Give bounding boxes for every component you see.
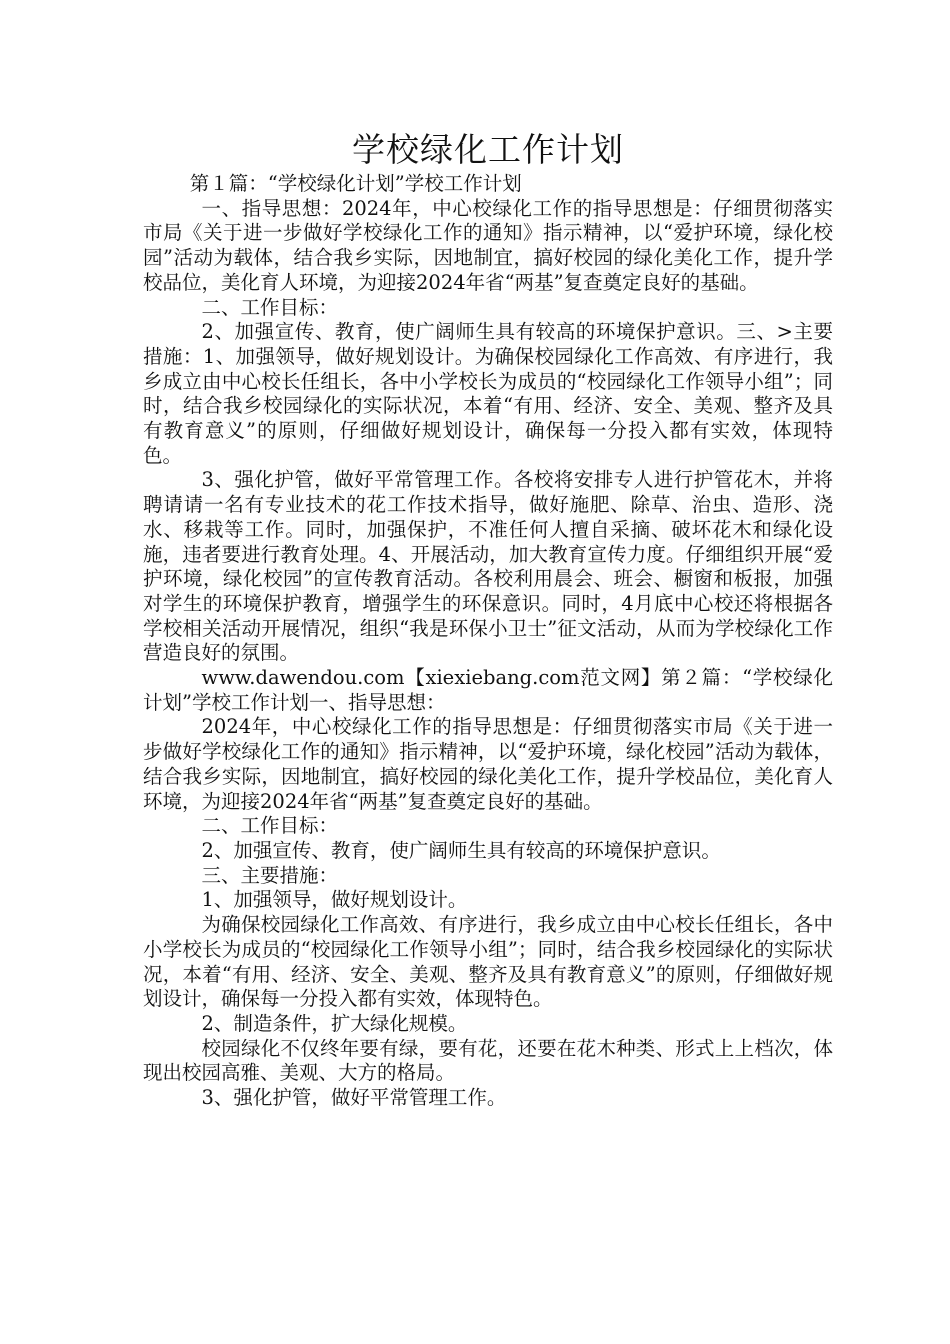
document-body <box>143 172 833 1111</box>
paragraph-8: 二、工作目标： <box>201 814 339 838</box>
document-title: 学校绿化工作计划 <box>352 130 624 169</box>
paragraph-1: 第１篇：“学校绿化计划”学校工作计划 <box>189 172 522 195</box>
paragraph-11: 1、加强领导，做好规划设计。 <box>201 888 468 912</box>
paragraph-2: 一、指导思想：2024年，中心校绿化工作的指导思想是：仔细贯彻落实市局《关于进一步做好学校绿化工作的通知》指示精神，以“爱护环境，绿化校园”活动为载体，结合我乡实际，因地制宜，搞好校园的绿化美化工作，提升学校品位，美化育人环境，为迎接2024年省“两基”复查奠定良好的基础。 <box>143 196 833 294</box>
paragraph-12: 为确保校园绿化工作高效、有序进行，我乡成立由中心校长任组长，各中小学校长为成员的“校园绿化工作领导小组”；同时，结合我乡校园绿化的实际状况，本着“有用、经济、安全、美观、整齐及具有教育意义”的原则，仔细做好规划设计，确保每一分投入都有实效，体现特色。 <box>143 913 833 1011</box>
paragraph-4: 2、加强宣传、教育，使广阔师生具有较高的环境保护意识。三、>主要措施：1、加强领导，做好规划设计。为确保校园绿化工作高效、有序进行，我乡成立由中心校长任组长，各中小学校长为成员的“校园绿化工作领导小组”；同时，结合我乡校园绿化的实际状况，本着“有用、经济、安全、美观、整齐及具有教育意义”的原则，仔细做好规划设计，确保每一分投入都有实效，体现特色。 <box>143 320 833 467</box>
paragraph-5: 3、强化护管，做好平常管理工作。各校将安排专人进行护管花木，并将聘请请一名有专业技术的花工作技术指导，做好施肥、除草、治虫、造形、浇水、移栽等工作。同时，加强保护，不准任何人擅自采摘、破坏花木和绿化设施，违者要进行教育处理。4、开展活动，加大教育宣传力度。仔细组织开展“爱护环境，绿化校园”的宣传教育活动。各校利用晨会、班会、橱窗和板报，加强对学生的环境保护教育，增强学生的环保意识。同时，4月底中心校还将根据各学校相关活动开展情况，组织“我是环保小卫士”征文活动，从而为学校绿化工作营造良好的氛围。 <box>143 468 833 665</box>
paragraph-10: 三、主要措施： <box>201 863 339 887</box>
paragraph-14: 校园绿化不仅终年要有绿，要有花，还要在花木种类、形式上上档次，体现出校园高雅、美观、大方的格局。 <box>143 1036 833 1085</box>
paragraph-3: 二、工作目标： <box>201 295 339 319</box>
paragraph-15: 3、强化护管，做好平常管理工作。 <box>201 1086 507 1110</box>
paragraph-7: 2024年，中心校绿化工作的指导思想是：仔细贯彻落实市局《关于进一步做好学校绿化工作的通知》指示精神，以“爱护环境，绿化校园”活动为载体，结合我乡实际，因地制宜，搞好校园的绿化美化工作，提升学校品位，美化育人环境，为迎接2024年省“两基”复查奠定良好的基础。 <box>143 715 833 813</box>
document-page <box>143 128 833 1111</box>
paragraph-9: 2、加强宣传、教育，使广阔师生具有较高的环境保护意识。 <box>201 838 721 862</box>
paragraph-13: 2、制造条件，扩大绿化规模。 <box>201 1011 468 1035</box>
paragraph-6: www.dawendou.com【xiexiebang.com范文网】第２篇：“学校绿化计划”学校工作计划一、指导思想： <box>143 666 833 714</box>
